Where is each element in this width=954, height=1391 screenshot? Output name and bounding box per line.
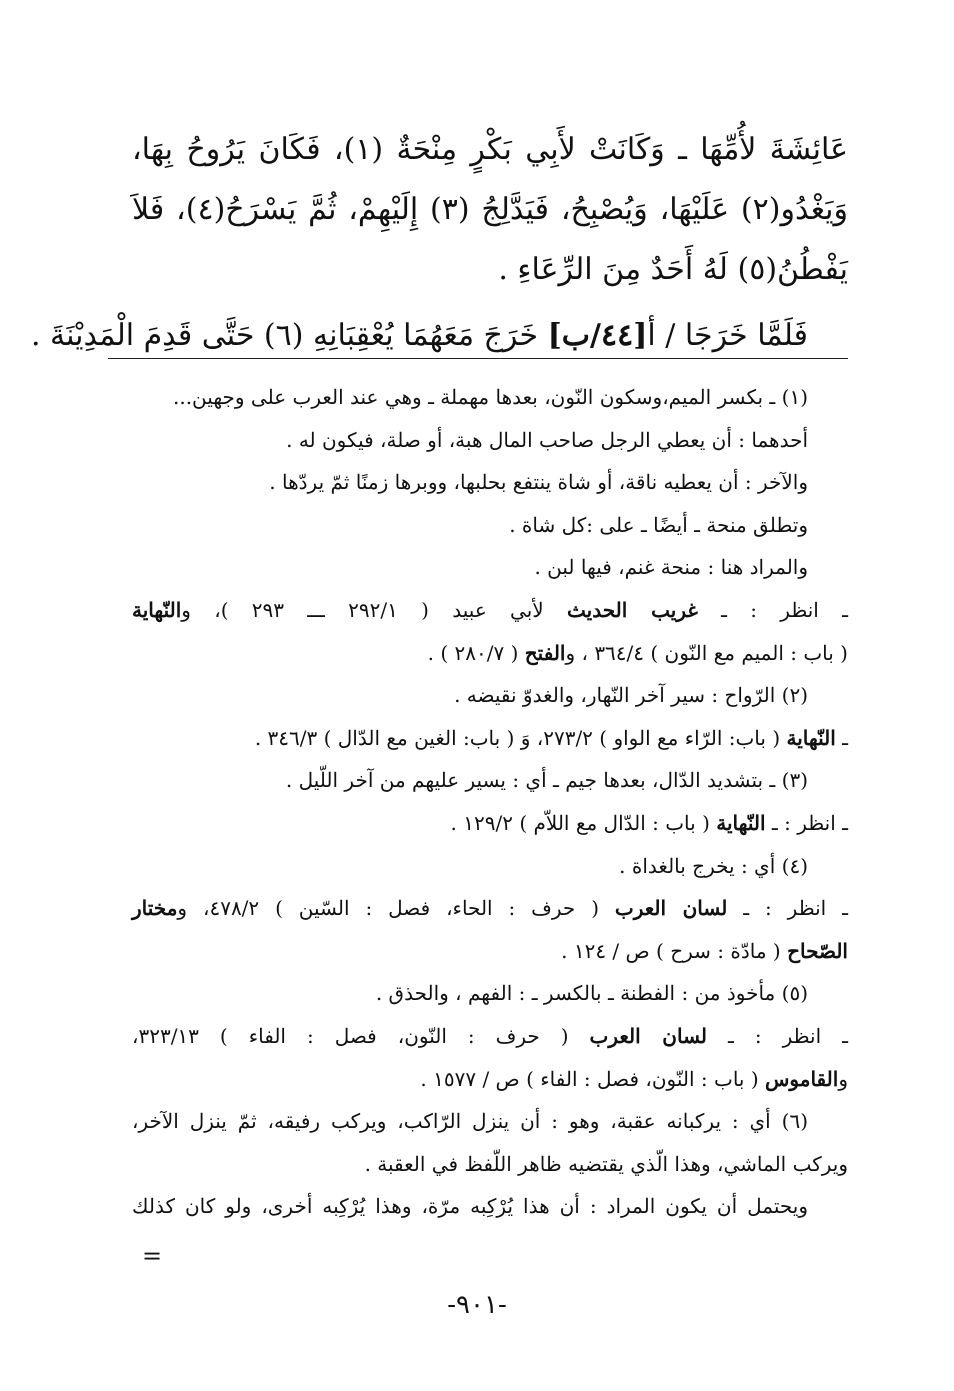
footnote-1-line-1: (١) ـ بكسر الميم،وسكون النّون، بعدها مهملة ـ وهي عند العرب على وجهين... xyxy=(172,385,808,409)
footnote-2-line-2 xyxy=(132,717,848,760)
source-title-al-nihaya: النّهاية xyxy=(716,810,766,835)
source-title-lisan-al-arab: لسان العرب xyxy=(589,1023,708,1048)
footnote-4-line-2 xyxy=(132,887,848,930)
footnote-6-line-1: (٦) أي : يركبانه عقبة، وهو : أن ينزل الرّاكب، ويركب رفيقه، ثمّ ينزل الآخر، xyxy=(132,1109,808,1134)
footnote-6-line-3: ويحتمل أن يكون المراد : أن هذا يُرْكِبه مرّة، وهذا يُرْكِبه أخرى، ولو كان كذلك xyxy=(132,1194,808,1219)
source-title-gharib-al-hadith: غريب الحديث xyxy=(566,597,698,622)
footnote-4-line-1: (٤) أي : يخرج بالغداة . xyxy=(619,853,808,878)
footnote-5-line-3 xyxy=(132,1058,848,1101)
footnote-5-line-1: (٥) مأخوذ من : الفطنة ـ بالكسر ـ : الفهم ، والحذق . xyxy=(375,981,808,1006)
folio-marker: [٤٤/ب] xyxy=(547,318,648,353)
source-title-al-nihaya: النّهاية xyxy=(786,725,836,750)
footnote-1-line-4: وتطلق منحة ـ أيضًا ـ على :كل شاة . xyxy=(509,512,808,537)
footnote-5-line-2 xyxy=(132,1015,848,1058)
main-text-line-3: يَفْطُنُ(٥) لَهُ أَحَدٌ مِنَ الرِّعَاءِ . xyxy=(498,252,848,287)
footnote-1-line-7-part-c: ( ٢٨٠/٧ ) . xyxy=(427,640,525,665)
main-text-line-1: عَائِشَةَ لأُمِّهَا ـ وَكَانَتْ لأَبِي بَكْرٍ مِنْحَةٌ (١)، فَكَانَ يَرُوحُ بِهَا، xyxy=(132,132,848,167)
footnote-1-line-6-part-a: ـ انظر : ـ xyxy=(697,597,848,622)
footnote-separator-line xyxy=(108,358,848,359)
footnote-5-line-3-part-c: ( باب : النّون، فصل : الفاء ) ص / ١٥٧٧ . xyxy=(420,1066,765,1091)
footnote-5-line-3-part-a: و xyxy=(838,1066,848,1091)
main-text-line-2: وَيَغْدُو(٢) عَلَيْهَا، وَيُصْبِحُ، فَيَدَّلِجُ (٣) إِلَيْهِمْ، ثُمَّ يَسْرَحُ(٤)، فَلاَ xyxy=(132,192,848,227)
footnote-6-line-2: ويركب الماشي، وهذا الّذي يقتضيه ظاهر اللّفظ في العقبة . xyxy=(364,1151,848,1176)
continuation-mark: = xyxy=(142,1242,163,1270)
main-text-line-4-end: خَرَجَ مَعَهُمَا يُعْقِبَانِهِ (٦) حَتَّى قَدِمَ الْمَدِيْنَةَ . xyxy=(30,318,548,353)
footnote-5-line-2-part-c: ( حرف : النّون، فصل : الفاء ) ٣٢٣/١٣، xyxy=(132,1023,590,1048)
footnote-3-line-1: (٣) ـ بتشديد الدّال، بعدها جيم ـ أي : يسير عليهم من آخر اللّيل . xyxy=(285,768,808,793)
footnote-2-line-2-part-c: ( باب: الرّاء مع الواو ) ٢٧٣/٢، وَ ( باب: الغين مع الدّال ) ٣٤٦/٣ . xyxy=(254,725,787,750)
footnote-1-line-6 xyxy=(132,589,848,632)
footnote-1-line-7 xyxy=(132,632,848,675)
footnote-3-line-2-part-a: ـ انظر : ـ xyxy=(765,810,848,835)
main-text-block xyxy=(30,120,848,366)
footnote-4-line-2-part-a: ـ انظر : ـ xyxy=(727,896,849,921)
footnote-1-line-3: والآخر : أن يعطيه ناقة، أو شاة ينتفع بحلبها، ووبرها زمنًا ثمّ يردّها . xyxy=(269,470,808,495)
footnote-4-line-3-part-b: ( مادّة : سرح ) ص / ١٢٤ . xyxy=(561,938,788,963)
footnote-1-line-6-part-c: لأبي عبيد ( ٢٩٢/١ ـــ ٢٩٣ )، و xyxy=(181,597,567,622)
footnote-4-line-2-part-c: ( حرف : الحاء، فصل : السّين ) ٤٧٨/٢، و xyxy=(177,896,615,921)
footnote-4-line-3 xyxy=(132,930,848,973)
footnote-1-line-7-part-a: ( باب : الميم مع النّون ) ٣٦٤/٤ ، و xyxy=(565,640,848,665)
footnotes-block xyxy=(132,376,848,1228)
source-title-lisan-al-arab: لسان العرب xyxy=(614,896,728,921)
source-title-al-fath: الفتح xyxy=(524,640,566,665)
footnote-1-line-5: والمراد هنا : منحة غنم، فيها لبن . xyxy=(534,555,808,580)
footnote-1-line-2: أحدهما : أن يعطي الرجل صاحب المال هبة، أو صلة، فيكون له . xyxy=(286,427,808,452)
source-title-mukhtar: مختار xyxy=(132,896,178,921)
source-title-al-qamus: القاموس xyxy=(765,1066,839,1091)
footnote-3-line-2-part-c: ( باب : الدّال مع اللاّم ) ١٢٩/٢ . xyxy=(450,810,717,835)
footnote-3-line-2 xyxy=(132,802,848,845)
footnote-2-line-2-part-a: ـ xyxy=(835,725,848,750)
footnote-2-line-1: (٢) الرّواح : سير آخر النّهار، والغدوّ نقيضه . xyxy=(454,683,808,708)
main-text-line-4 xyxy=(30,306,848,366)
footnote-5-line-2-part-a: ـ انظر : ـ xyxy=(707,1023,849,1048)
page-number: -٩٠١- xyxy=(447,1290,507,1320)
main-text-line-4-start: فَلَمَّا خَرَجَا / أ xyxy=(647,318,808,353)
source-title-al-sihah: الصّحاح xyxy=(787,938,848,963)
source-title-al-nihaya: النّهاية xyxy=(132,597,182,622)
